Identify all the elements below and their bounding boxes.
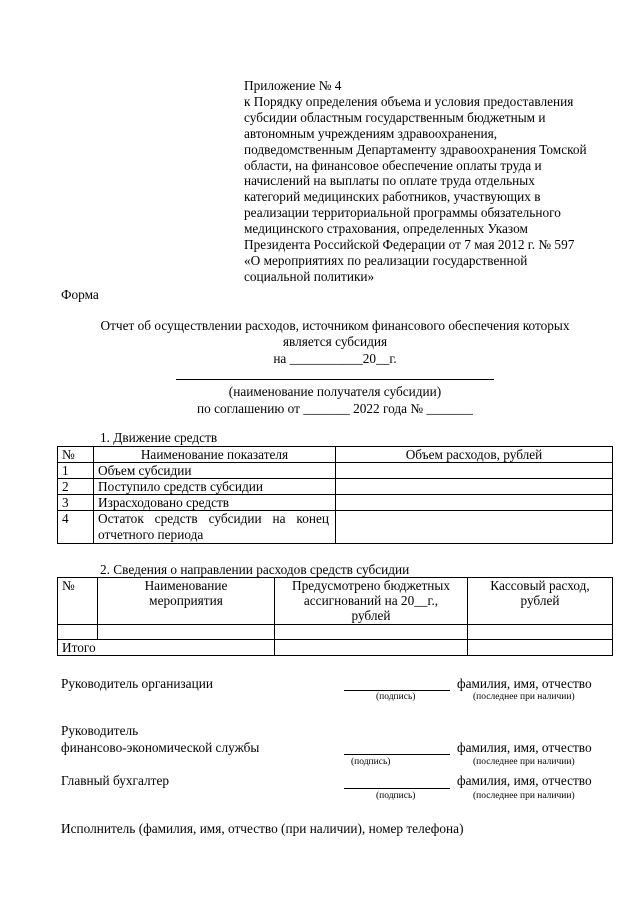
appendix-line: области, на финансовое обеспечение оплаты труда и [244,157,542,173]
signature-line[interactable] [344,788,450,789]
row-number[interactable] [58,625,98,640]
recipient-caption: (наименование получателя субсидии) [228,384,442,399]
table-row [58,479,613,495]
row-number: 4 [58,511,94,544]
appendix-line: реализации территориальной программы обязательного [244,205,561,221]
table-row [58,463,613,479]
signature-label: Главный бухгалтер [61,773,170,788]
report-title-line2: является субсидия [282,334,388,349]
row-number: 1 [58,463,94,479]
signature-caption: (подпись) [376,791,416,801]
row-name: Остаток средств субсидии на конец отчетного периода [94,511,336,544]
row-planned[interactable] [275,625,468,640]
total-row [58,640,613,656]
appendix-line: Приложение № 4 [244,78,342,93]
row-name: Поступило средств субсидии [94,479,336,495]
row-value[interactable] [336,479,613,495]
appendix-line: медицинского страхования, определенных Указом [244,221,528,237]
row-name: Израсходовано средств [94,495,336,511]
col-name-header: Наименование показателя [94,447,336,463]
col-number-header: № [58,578,98,625]
row-cash[interactable] [468,625,613,640]
col-cash-header: Кассовый расход, рублей [468,578,613,625]
col-number-header: № [58,447,94,463]
recipient-name-line[interactable] [176,379,494,380]
row-number: 3 [58,495,94,511]
col-amount-header: Объем расходов, рублей [336,447,613,463]
funds-movement-table [57,446,613,544]
col-planned-header: Предусмотрено бюджетных ассигнований на 20__г., рублей [275,578,468,625]
appendix-line: Президента Российской Федерации от 7 мая 2012 г. № 597 [244,237,575,253]
row-number: 2 [58,479,94,495]
row-activity[interactable] [98,625,275,640]
signature-label: Руководитель организации [61,676,213,691]
report-period: на ___________20__г. [273,351,397,366]
section1-heading: 1. Движение средств [100,430,218,445]
signature-line[interactable] [344,690,450,691]
fio-label: фамилия, имя, отчество [457,773,592,788]
expense-directions-table [57,577,613,656]
form-label: Форма [61,287,99,302]
row-value[interactable] [336,495,613,511]
signature-line[interactable] [344,754,450,755]
col-activity-header: Наименование мероприятия [98,578,275,625]
appendix-line: категорий медицинских работников, участвующих в [244,189,541,205]
executor-line: Исполнитель (фамилия, имя, отчество (при наличии), номер телефона) [61,821,464,836]
signature-label-line2: финансово-экономической службы [61,740,260,755]
appendix-line: социальной политики» [244,268,375,284]
fio-caption: (последнее при наличии) [473,692,575,702]
agreement-line: по соглашению от _______ 2022 года № _______ [197,401,473,416]
appendix-line: начислений на выплаты по оплате труда отдельных [244,173,535,189]
total-label: Итого [58,640,275,656]
fio-caption: (последнее при наличии) [473,791,575,801]
signature-caption: (подпись) [376,692,416,702]
appendix-line: субсидии областным государственным бюджетным и [244,109,546,125]
table-header-row [58,578,613,625]
appendix-line: подведомственным Департаменту здравоохранения Томской [244,141,587,157]
report-title-line1: Отчет об осуществлении расходов, источником финансового обеспечения которых [100,318,570,333]
table-row [58,495,613,511]
fio-label: фамилия, имя, отчество [457,740,592,755]
total-cash[interactable] [468,640,613,656]
row-value[interactable] [336,511,613,544]
signature-caption: (подпись) [351,757,391,767]
fio-label: фамилия, имя, отчество [457,676,592,691]
fio-caption: (последнее при наличии) [473,757,575,767]
table-row [58,625,613,640]
total-planned[interactable] [275,640,468,656]
appendix-line: автономным учреждениям здравоохранения, [244,125,498,141]
table-header-row [58,447,613,463]
table-row [58,511,613,544]
row-name: Объем субсидии [94,463,336,479]
row-value[interactable] [336,463,613,479]
appendix-block [244,78,616,285]
appendix-line: к Порядку определения объема и условия предоставления [244,93,574,109]
appendix-line: «О мероприятиях по реализации государственной [244,252,528,268]
signature-label: Руководитель [61,723,139,738]
section2-heading: 2. Сведения о направлении расходов средств субсидии [100,562,410,577]
